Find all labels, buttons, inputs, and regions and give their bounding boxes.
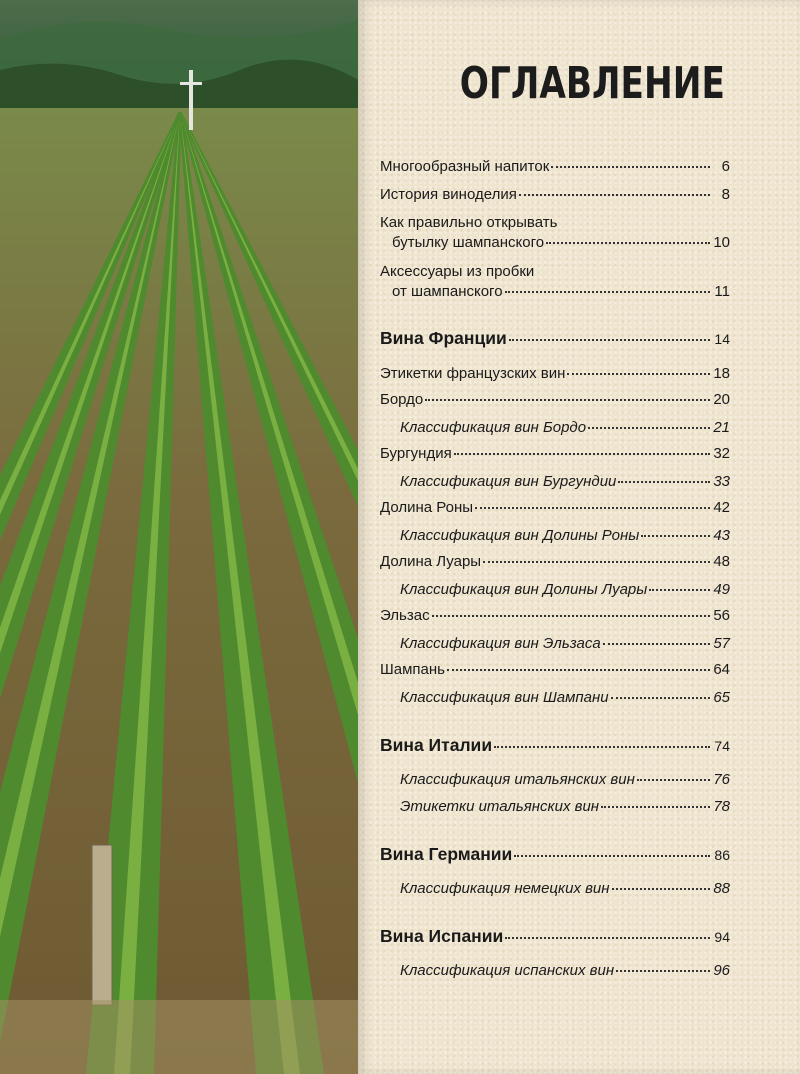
toc-entry-page: 14 <box>714 331 730 347</box>
toc-entry-title: История виноделия <box>380 186 517 203</box>
toc-entry-page: 94 <box>714 929 730 945</box>
toc-entry-title: Бордо <box>380 391 424 408</box>
toc-heading: ОГЛАВЛЕНИЕ <box>459 58 725 109</box>
toc-entry-title: Классификация итальянских вин <box>400 771 635 788</box>
toc-entry[interactable] <box>380 185 730 205</box>
dot-leader <box>601 806 710 808</box>
toc-section[interactable] <box>380 735 730 756</box>
toc-subentry[interactable] <box>400 634 730 654</box>
toc-section[interactable] <box>380 844 730 865</box>
toc-entry-title: от шампанского <box>392 283 503 300</box>
toc-subentry[interactable] <box>400 580 730 600</box>
toc-entry-title: Классификация вин Долины Луары <box>400 581 648 598</box>
toc-entry[interactable] <box>380 213 730 253</box>
toc-entry[interactable] <box>380 660 730 680</box>
toc-entry[interactable] <box>380 262 730 302</box>
dot-leader <box>641 535 710 537</box>
dot-leader <box>447 669 710 671</box>
toc-entry-title-line1: Как правильно открывать <box>380 214 558 231</box>
toc-entry-page: 18 <box>713 365 730 382</box>
dot-leader <box>618 481 710 483</box>
toc-entry[interactable] <box>380 157 730 177</box>
dot-leader <box>509 339 710 341</box>
dot-leader <box>475 507 710 509</box>
toc-entry-page: 88 <box>713 880 730 897</box>
toc-entry-title: Классификация вин Бордо <box>400 419 587 436</box>
dot-leader <box>567 373 710 375</box>
dot-leader <box>637 779 710 781</box>
toc-subentry[interactable] <box>400 770 730 790</box>
toc-entry-page: 49 <box>713 581 730 598</box>
toc-entry-page: 32 <box>713 445 730 462</box>
toc-entry-title: Классификация вин Долины Роны <box>400 527 640 544</box>
dot-leader <box>432 615 710 617</box>
toc-entry-title: Классификация немецких вин <box>400 880 610 897</box>
toc-entry[interactable] <box>380 552 730 572</box>
toc-subentry[interactable] <box>400 879 730 899</box>
toc-subentry[interactable] <box>400 472 730 492</box>
toc-subentry[interactable] <box>400 418 730 438</box>
toc-entry-title: бутылку шампанского <box>392 234 545 251</box>
toc-entry-page: 64 <box>713 661 730 678</box>
toc-subentry[interactable] <box>400 526 730 546</box>
dot-leader <box>612 888 710 890</box>
toc-entry-title: Шампань <box>380 661 445 678</box>
toc-entry-page: 20 <box>713 391 730 408</box>
toc-entry-page: 56 <box>713 607 730 624</box>
vineyard-illustration <box>0 0 358 1074</box>
toc-entry[interactable] <box>380 444 730 464</box>
toc-section-title: Вина Франции <box>380 328 507 348</box>
toc-section[interactable] <box>380 926 730 947</box>
dot-leader <box>588 427 710 429</box>
toc-entry-page: 33 <box>713 473 730 490</box>
dot-leader <box>519 194 710 196</box>
toc-entry-title-line1: Аксессуары из пробки <box>380 263 535 280</box>
dot-leader <box>611 697 710 699</box>
dot-leader <box>546 242 710 244</box>
toc-entry-page: 21 <box>713 419 730 436</box>
toc-entry[interactable] <box>380 364 730 384</box>
toc-entry-page: 11 <box>714 283 730 300</box>
toc-section-title: Вина Германии <box>380 844 513 864</box>
dot-leader <box>454 453 710 455</box>
vineyard-photo <box>0 0 358 1074</box>
toc-entry-title: Долина Роны <box>380 499 474 516</box>
toc-entry-title: Этикетки итальянских вин <box>400 798 600 815</box>
dot-leader <box>603 643 710 645</box>
toc-entry-page: 48 <box>713 553 730 570</box>
toc-entry-page: 42 <box>713 499 730 516</box>
toc-entry-page: 76 <box>713 771 730 788</box>
toc-entry-page: 74 <box>714 738 730 754</box>
toc-entry-page: 8 <box>721 186 730 203</box>
dot-leader <box>514 855 710 857</box>
toc-entry-title: Эльзас <box>380 607 430 624</box>
toc-entry-title: Классификация вин Бургундии <box>400 473 617 490</box>
dot-leader <box>505 291 710 293</box>
toc-section-title: Вина Испании <box>380 926 504 946</box>
toc-entry[interactable] <box>380 390 730 410</box>
toc-entry[interactable] <box>380 498 730 518</box>
toc-entry-page: 65 <box>713 689 730 706</box>
dot-leader <box>505 937 710 939</box>
toc-entry-title: Классификация вин Эльзаса <box>400 635 601 652</box>
dot-leader <box>425 399 710 401</box>
toc-entry-page: 78 <box>713 798 730 815</box>
toc-subentry[interactable] <box>400 688 730 708</box>
dot-leader <box>649 589 710 591</box>
toc-entry[interactable] <box>380 606 730 626</box>
dot-leader <box>483 561 710 563</box>
toc-entry-page: 10 <box>713 234 730 251</box>
toc-entry-title: Этикетки французских вин <box>380 365 566 382</box>
toc-section-title: Вина Италии <box>380 735 493 755</box>
toc-entry-page: 43 <box>713 527 730 544</box>
toc-entry-title: Классификация вин Шампани <box>400 689 609 706</box>
toc-entry-title: Классификация испанских вин <box>400 962 615 979</box>
toc-entry-page: 6 <box>721 158 730 175</box>
toc-entry-title: Многообразный напиток <box>380 158 550 175</box>
toc-entry-page: 96 <box>713 962 730 979</box>
toc-section[interactable] <box>380 328 730 349</box>
toc-entry-page: 86 <box>714 847 730 863</box>
toc-subentry[interactable] <box>400 961 730 981</box>
toc-subentry[interactable] <box>400 797 730 817</box>
dot-leader <box>494 746 710 748</box>
toc-entry-page: 57 <box>713 635 730 652</box>
dot-leader <box>616 970 710 972</box>
toc-entry-title: Долина Луары <box>380 553 482 570</box>
toc-entry-title: Бургундия <box>380 445 452 462</box>
dot-leader <box>551 166 710 168</box>
